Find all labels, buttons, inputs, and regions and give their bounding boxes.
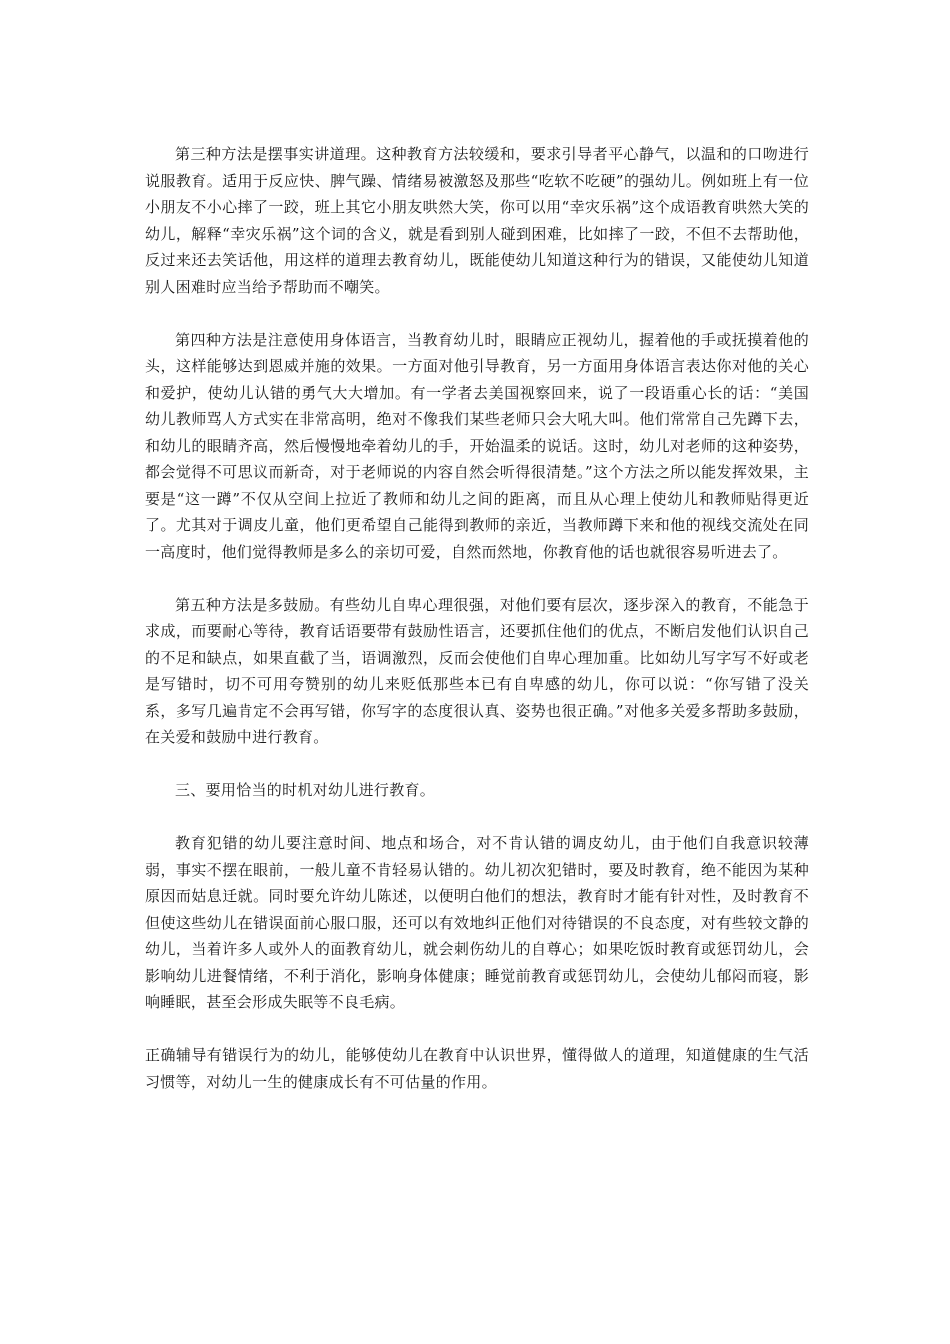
paragraph-timing: 教育犯错的幼儿要注意时间、地点和场合，对不肯认错的调皮幼儿，由于他们自我意识较薄弱，事实不摆在眼前，一般儿童不肯轻易认错的。幼儿初次犯错时，要及时教育，绝不能因为某种原因而姑息迁就。同时要允许幼儿陈述，以便明白他们的想法，教育时才能有针对性，及时教育不但使这些幼儿在错误面前心服口服，还可以有效地纠正他们对待错误的不良态度，对有些较文静的幼儿，当着许多人或外人的面教育幼儿，就会刺伤幼儿的自尊心；如果吃饭时教育或惩罚幼儿，会影响幼儿进餐情绪，不利于消化，影响身体健康；睡觉前教育或惩罚幼儿，会使幼儿郁闷而寝，影响睡眠，甚至会形成失眠等不良毛病。 [145, 834, 809, 1011]
paragraph-spacer [145, 804, 809, 831]
paragraph-method-five: 第五种方法是多鼓励。有些幼儿自卑心理很强，对他们要有层次，逐步深入的教育，不能急于求成，而要耐心等待，教育话语要带有鼓励性语言，还要抓住他们的优点，不断启发他们认识自己的不足和缺点，如果直截了当，语调激烈，反而会使他们自卑心理加重。比如幼儿写字写不好或老是写错时，切不可用夸赞别的幼儿来贬低那些本已有自卑感的幼儿，你可以说：“你写错了没关系，多写几遍肯定不会再写错，你写字的态度很认真、姿势也很正确。”对他多关爱多帮助多鼓励，在关爱和鼓励中进行教育。 [145, 595, 809, 746]
paragraph-spacer [145, 300, 809, 327]
section-heading-timing: 三、要用恰当的时机对幼儿进行教育。 [175, 781, 436, 799]
paragraph-method-three: 第三种方法是摆事实讲道理。这种教育方法较缓和，要求引导者平心静气，以温和的口吻进行说服教育。适用于反应快、脾气躁、情绪易被激怒及那些“吃软不吃硬”的强幼儿。例如班上有一位小朋友不小心摔了一跤，班上其它小朋友哄然大笑，你可以用“幸灾乐祸”这个成语教育哄然大笑的幼儿，解释“幸灾乐祸”这个词的含义，就是看到别人碰到困难，比如摔了一跤，不但不去帮助他，反过来还去笑话他，用这样的道理去教育幼儿，既能使幼儿知道这种行为的错误，又能使幼儿知道别人困难时应当给予帮助而不嘲笑。 [145, 145, 809, 296]
paragraph-conclusion: 正确辅导有错误行为的幼儿，能够使幼儿在教育中认识世界，懂得做人的道理，知道健康的生气活习惯等，对幼儿一生的健康成长有不可估量的作用。 [145, 1046, 809, 1091]
paragraph-spacer [145, 751, 809, 778]
paragraph-spacer [145, 1016, 809, 1043]
paragraph-method-four: 第四种方法是注意使用身体语言，当教育幼儿时，眼睛应正视幼儿，握着他的手或抚摸着他的头，这样能够达到恩威并施的效果。一方面对他引导教育，另一方面用身体语言表达你对他的关心和爱护，使幼儿认错的勇气大大增加。有一学者去美国视察回来，说了一段语重心长的话：“美国幼儿教师骂人方式实在非常高明，绝对不像我们某些老师只会大吼大叫。他们常常自己先蹲下去，和幼儿的眼睛齐高，然后慢慢地牵着幼儿的手，开始温柔的说话。这时，幼儿对老师的这种姿势，都会觉得不可思议而新奇，对于老师说的内容自然会听得很清楚。”这个方法之所以能发挥效果，主要是“这一蹲”不仅从空间上拉近了教师和幼儿之间的距离，而且从心理上使幼儿和教师贴得更近了。尤其对于调皮儿童，他们更希望自己能得到教师的亲近，当教师蹲下来和他的视线交流处在同一高度时，他们觉得教师是多么的亲切可爱，自然而然地，你教育他的话也就很容易听进去了。 [145, 330, 809, 561]
paragraph-spacer [145, 565, 809, 592]
document-body [145, 141, 809, 1095]
